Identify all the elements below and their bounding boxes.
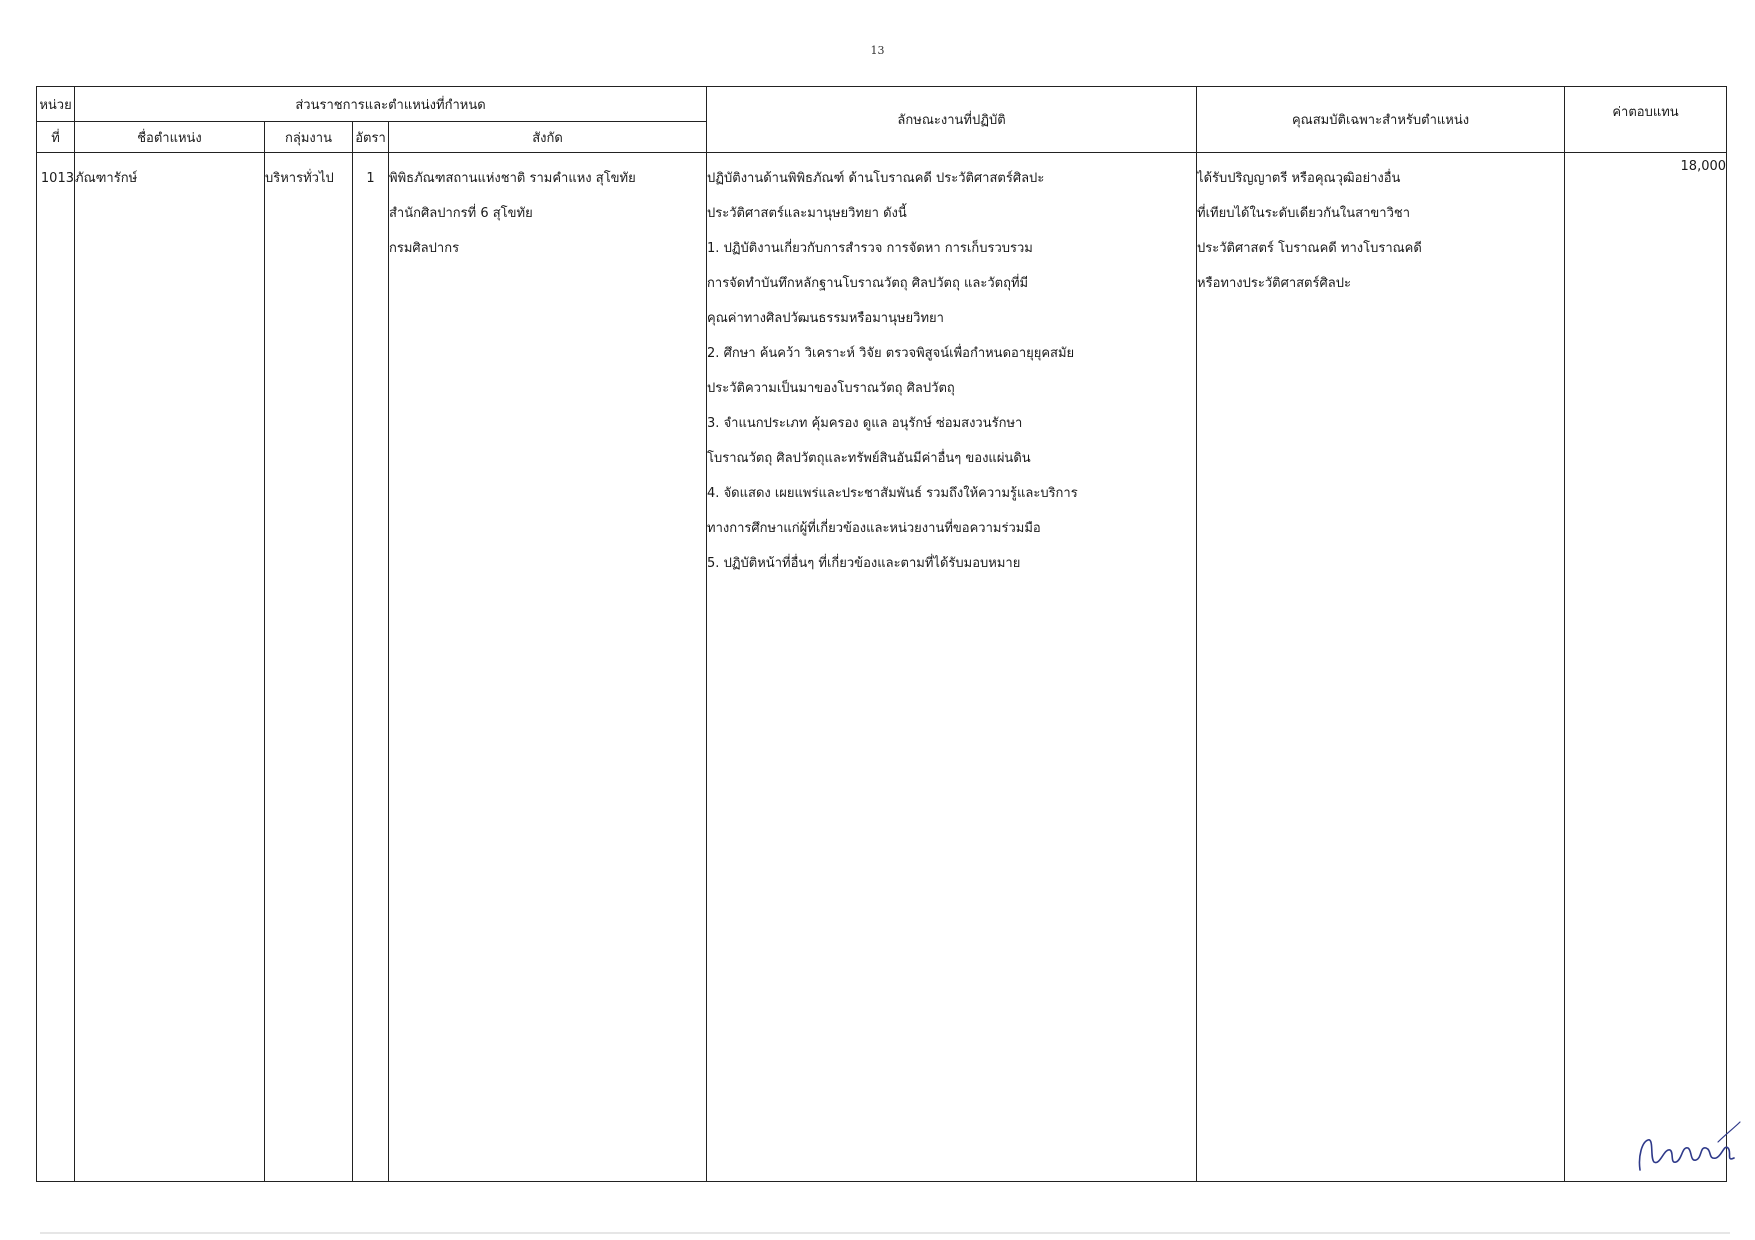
header-rate: อัตรา xyxy=(353,122,389,153)
qualification-cell xyxy=(1197,153,1565,1182)
duty-line: คุณค่าทางศิลปวัฒนธรรมหรือมานุษยวิทยา xyxy=(707,311,944,326)
qualification-line: ประวัติศาสตร์ โบราณคดี ทางโบราณคดี xyxy=(1197,241,1422,256)
unit-id-cell xyxy=(37,153,75,1182)
duty-line: ประวัติศาสตร์และมานุษยวิทยา ดังนี้ xyxy=(707,206,907,221)
page-number: 13 xyxy=(870,44,885,57)
table-row xyxy=(37,153,1727,1182)
workgroup-cell xyxy=(265,153,353,1182)
duty-line: ทางการศึกษาแก่ผู้ที่เกี่ยวข้องและหน่วยงานที่ขอความร่วมมือ xyxy=(707,521,1041,536)
header-row-top xyxy=(37,87,1727,122)
duty-line: โบราณวัตถุ ศิลปวัตถุและทรัพย์สินอันมีค่าอื่นๆ ของแผ่นดิน xyxy=(707,451,1031,466)
qualification-line: ได้รับปริญญาตรี หรือคุณวุฒิอย่างอื่น xyxy=(1197,171,1401,186)
signature-tail xyxy=(1718,1122,1740,1142)
agency-line: กรมศิลปากร xyxy=(389,241,460,256)
duty-line: ปฏิบัติงานด้านพิพิธภัณฑ์ ด้านโบราณคดี ประวัติศาสตร์ศิลปะ xyxy=(707,171,1045,186)
signature-stroke xyxy=(1639,1140,1734,1170)
position-table xyxy=(36,86,1727,1182)
qualification-line: ที่เทียบได้ในระดับเดียวกันในสาขาวิชา xyxy=(1197,206,1410,221)
header-qualification: คุณสมบัติเฉพาะสำหรับตำแหน่ง xyxy=(1197,87,1565,153)
header-workgroup: กลุ่มงาน xyxy=(265,122,353,153)
header-agency: สังกัด xyxy=(389,122,707,153)
header-group-title: ส่วนราชการและตำแหน่งที่กำหนด xyxy=(75,87,707,122)
rate-value: 1 xyxy=(366,171,375,186)
header-duties: ลักษณะงานที่ปฏิบัติ xyxy=(707,87,1197,153)
qualification-line: หรือทางประวัติศาสตร์ศิลปะ xyxy=(1197,276,1351,291)
header-unit-top: หน่วย xyxy=(37,87,75,122)
position-cell xyxy=(75,153,265,1182)
agency-line: สำนักศิลปากรที่ 6 สุโขทัย xyxy=(389,206,533,221)
header-pay: ค่าตอบแทน xyxy=(1565,87,1727,153)
rate-cell xyxy=(353,153,389,1182)
duty-line: 5. ปฏิบัติหน้าที่อื่นๆ ที่เกี่ยวข้องและตามที่ได้รับมอบหมาย xyxy=(707,556,1021,571)
duty-line: 3. จำแนกประเภท คุ้มครอง ดูแล อนุรักษ์ ซ่อมสงวนรักษา xyxy=(707,416,1023,431)
unit-id: 1013 xyxy=(40,171,74,186)
duty-line: 4. จัดแสดง เผยแพร่และประชาสัมพันธ์ รวมถึงให้ความรู้และบริการ xyxy=(707,486,1078,501)
duty-line: การจัดทำบันทึกหลักฐานโบราณวัตถุ ศิลปวัตถุ และวัตถุที่มี xyxy=(707,276,1029,291)
duty-line: 1. ปฏิบัติงานเกี่ยวกับการสำรวจ การจัดหา การเก็บรวบรวม xyxy=(707,241,1033,256)
header-position: ชื่อตำแหน่ง xyxy=(75,122,265,153)
agency-line: พิพิธภัณฑสถานแห่งชาติ รามคำแหง สุโขทัย xyxy=(389,171,636,186)
bottom-rule xyxy=(40,1232,1730,1234)
position-name: ภัณฑารักษ์ xyxy=(75,171,138,186)
agency-cell xyxy=(389,153,707,1182)
pay-cell xyxy=(1565,153,1727,1182)
duty-line: ประวัติความเป็นมาของโบราณวัตถุ ศิลปวัตถุ xyxy=(707,381,955,396)
duties-cell xyxy=(707,153,1197,1182)
workgroup-name: บริหารทั่วไป xyxy=(265,171,334,186)
handwritten-signature xyxy=(1634,1118,1742,1176)
header-unit-bottom: ที่ xyxy=(37,122,75,153)
pay-value: 18,000 xyxy=(1680,159,1727,174)
duty-line: 2. ศึกษา ค้นคว้า วิเคราะห์ วิจัย ตรวจพิสูจน์เพื่อกำหนดอายุยุคสมัย xyxy=(707,346,1075,361)
